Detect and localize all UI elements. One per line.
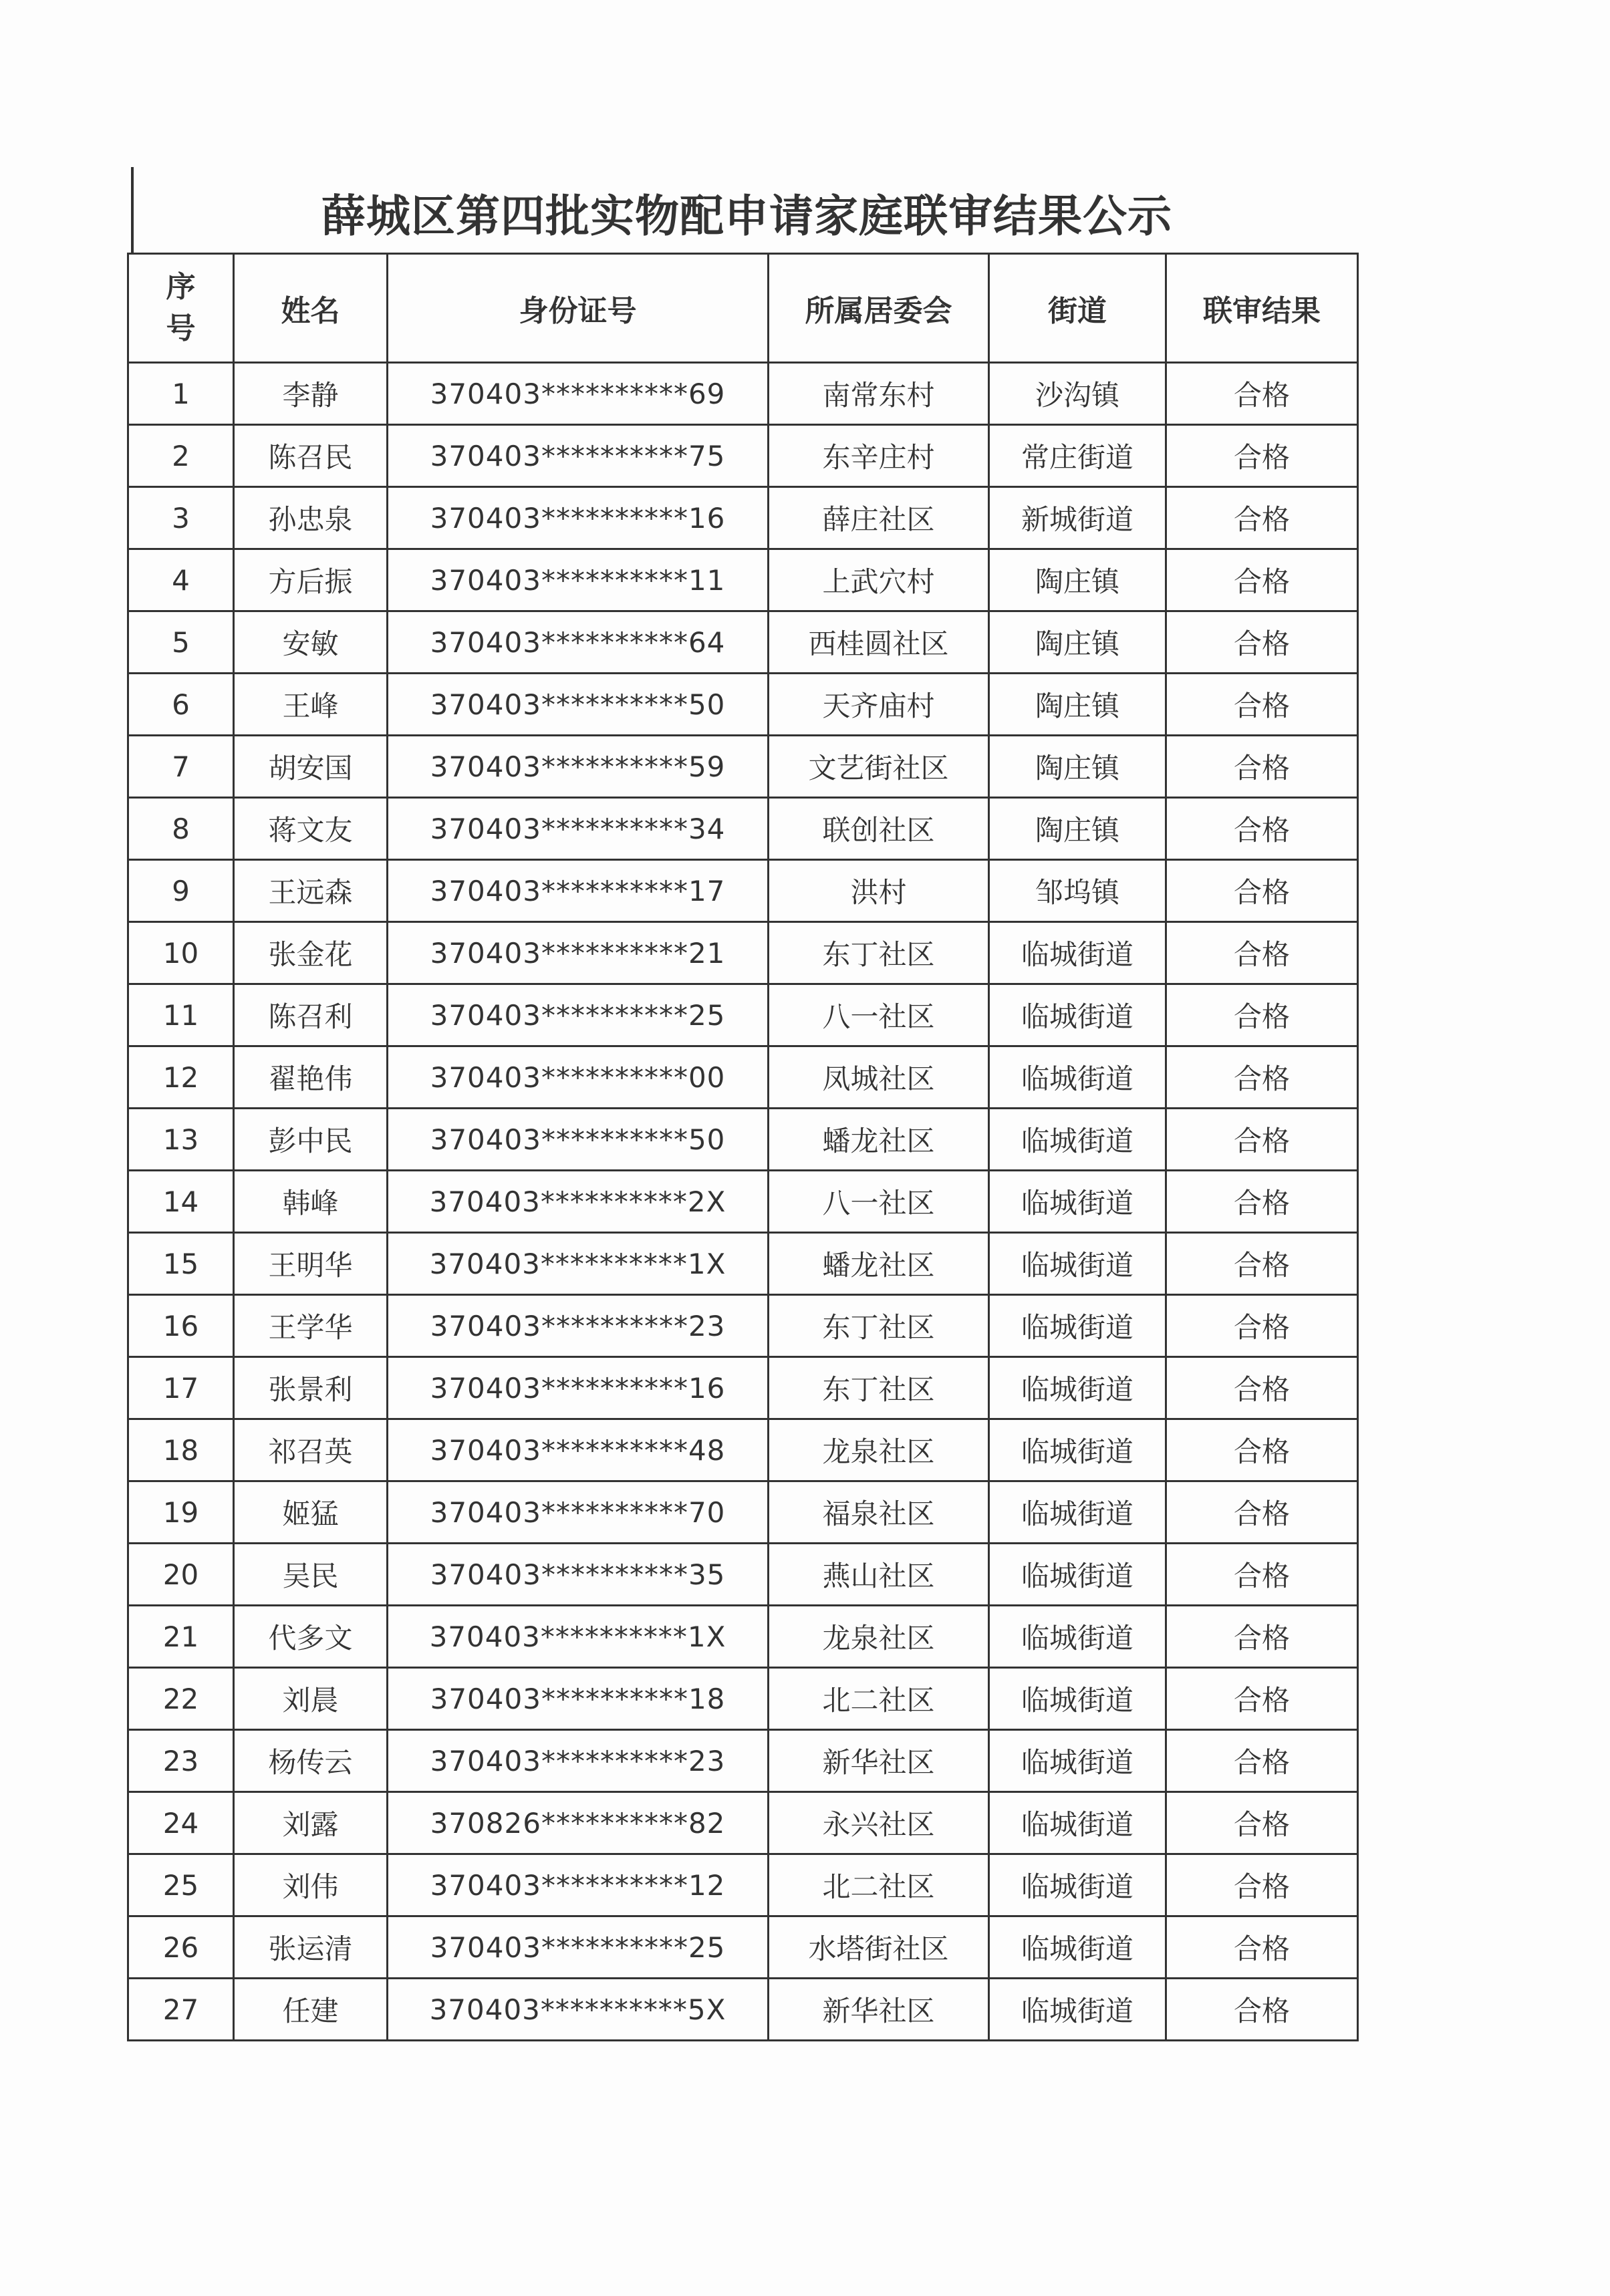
- cell-seq: 20: [128, 1544, 234, 1606]
- table-row: [128, 1854, 1358, 1916]
- cell-seq: 3: [128, 487, 234, 549]
- cell-id-number: 370403**********59: [388, 736, 769, 798]
- cell-seq: 4: [128, 549, 234, 611]
- cell-id-number: 370403**********16: [388, 487, 769, 549]
- cell-result: 合格: [1166, 1979, 1358, 2041]
- cell-seq: 11: [128, 984, 234, 1046]
- cell-id-number: 370403**********18: [388, 1668, 769, 1730]
- cell-street: 常庄街道: [989, 425, 1166, 487]
- cell-street: 陶庄镇: [989, 549, 1166, 611]
- cell-street: 陶庄镇: [989, 611, 1166, 674]
- cell-committee: 蟠龙社区: [769, 1109, 989, 1171]
- cell-name: 吴民: [234, 1544, 388, 1606]
- cell-result: 合格: [1166, 1481, 1358, 1544]
- header-street: 街道: [989, 254, 1166, 363]
- cell-committee: 福泉社区: [769, 1481, 989, 1544]
- cell-id-number: 370403**********21: [388, 922, 769, 984]
- cell-street: 临城街道: [989, 922, 1166, 984]
- cell-name: 姬猛: [234, 1481, 388, 1544]
- cell-name: 刘晨: [234, 1668, 388, 1730]
- cell-seq: 12: [128, 1046, 234, 1109]
- table-row: [128, 1233, 1358, 1295]
- cell-seq: 27: [128, 1979, 234, 2041]
- cell-name: 代多文: [234, 1606, 388, 1668]
- cell-street: 临城街道: [989, 1606, 1166, 1668]
- cell-seq: 6: [128, 674, 234, 736]
- table-row: [128, 984, 1358, 1046]
- cell-result: 合格: [1166, 1419, 1358, 1481]
- cell-committee: 凤城社区: [769, 1046, 989, 1109]
- cell-result: 合格: [1166, 674, 1358, 736]
- cell-seq: 9: [128, 860, 234, 922]
- cell-committee: 水塔街社区: [769, 1916, 989, 1979]
- cell-committee: 联创社区: [769, 798, 989, 860]
- cell-street: 临城街道: [989, 984, 1166, 1046]
- cell-id-number: 370403**********00: [388, 1046, 769, 1109]
- cell-result: 合格: [1166, 611, 1358, 674]
- cell-id-number: 370403**********50: [388, 1109, 769, 1171]
- cell-name: 杨传云: [234, 1730, 388, 1792]
- cell-result: 合格: [1166, 1295, 1358, 1357]
- table-row: [128, 860, 1358, 922]
- cell-id-number: 370403**********35: [388, 1544, 769, 1606]
- cell-name: 祁召英: [234, 1419, 388, 1481]
- cell-id-number: 370403**********1X: [388, 1233, 769, 1295]
- cell-street: 临城街道: [989, 1544, 1166, 1606]
- table-row: [128, 736, 1358, 798]
- cell-seq: 2: [128, 425, 234, 487]
- table-row: [128, 1295, 1358, 1357]
- table-body: [128, 363, 1358, 2041]
- header-seq: [128, 254, 234, 363]
- cell-id-number: 370826**********82: [388, 1792, 769, 1854]
- cell-name: 张运清: [234, 1916, 388, 1979]
- cell-seq: 16: [128, 1295, 234, 1357]
- cell-street: 陶庄镇: [989, 798, 1166, 860]
- cell-seq: 1: [128, 363, 234, 425]
- cell-id-number: 370403**********12: [388, 1854, 769, 1916]
- cell-result: 合格: [1166, 1233, 1358, 1295]
- cell-result: 合格: [1166, 1046, 1358, 1109]
- cell-id-number: 370403**********11: [388, 549, 769, 611]
- cell-result: 合格: [1166, 1668, 1358, 1730]
- cell-committee: 新华社区: [769, 1979, 989, 2041]
- cell-committee: 北二社区: [769, 1668, 989, 1730]
- cell-committee: 东丁社区: [769, 1295, 989, 1357]
- cell-street: 临城街道: [989, 1792, 1166, 1854]
- cell-committee: 蟠龙社区: [769, 1233, 989, 1295]
- cell-street: 临城街道: [989, 1419, 1166, 1481]
- cell-seq: 18: [128, 1419, 234, 1481]
- cell-name: 王学华: [234, 1295, 388, 1357]
- table-row: [128, 1109, 1358, 1171]
- cell-name: 王峰: [234, 674, 388, 736]
- document-title: 薛城区第四批实物配申请家庭联审结果公示: [321, 190, 1172, 242]
- cell-street: 陶庄镇: [989, 736, 1166, 798]
- cell-street: 临城街道: [989, 1481, 1166, 1544]
- cell-name: 翟艳伟: [234, 1046, 388, 1109]
- table-row: [128, 1357, 1358, 1419]
- table-row: [128, 1481, 1358, 1544]
- cell-committee: 新华社区: [769, 1730, 989, 1792]
- cell-name: 任建: [234, 1979, 388, 2041]
- cell-id-number: 370403**********25: [388, 984, 769, 1046]
- cell-committee: 上武穴村: [769, 549, 989, 611]
- cell-name: 陈召民: [234, 425, 388, 487]
- cell-id-number: 370403**********69: [388, 363, 769, 425]
- cell-name: 李静: [234, 363, 388, 425]
- results-table: [127, 253, 1359, 2041]
- table-row: [128, 611, 1358, 674]
- table-row: [128, 549, 1358, 611]
- table-row: [128, 674, 1358, 736]
- cell-id-number: 370403**********48: [388, 1419, 769, 1481]
- cell-street: 临城街道: [989, 1979, 1166, 2041]
- header-row: [128, 254, 1358, 363]
- cell-name: 彭中民: [234, 1109, 388, 1171]
- cell-result: 合格: [1166, 487, 1358, 549]
- cell-name: 陈召利: [234, 984, 388, 1046]
- table-row: [128, 425, 1358, 487]
- cell-name: 安敏: [234, 611, 388, 674]
- cell-committee: 八一社区: [769, 1171, 989, 1233]
- table-row: [128, 1792, 1358, 1854]
- cell-id-number: 370403**********25: [388, 1916, 769, 1979]
- cell-seq: 26: [128, 1916, 234, 1979]
- cell-seq: 8: [128, 798, 234, 860]
- table-row: [128, 1419, 1358, 1481]
- cell-committee: 东丁社区: [769, 1357, 989, 1419]
- table-row: [128, 363, 1358, 425]
- cell-committee: 南常东村: [769, 363, 989, 425]
- cell-name: 张景利: [234, 1357, 388, 1419]
- cell-name: 张金花: [234, 922, 388, 984]
- cell-id-number: 370403**********1X: [388, 1606, 769, 1668]
- header-result: 联审结果: [1166, 254, 1358, 363]
- cell-seq: 23: [128, 1730, 234, 1792]
- cell-seq: 13: [128, 1109, 234, 1171]
- cell-name: 王明华: [234, 1233, 388, 1295]
- cell-seq: 10: [128, 922, 234, 984]
- table-row: [128, 1916, 1358, 1979]
- cell-street: 临城街道: [989, 1357, 1166, 1419]
- cell-id-number: 370403**********75: [388, 425, 769, 487]
- cell-id-number: 370403**********5X: [388, 1979, 769, 2041]
- cell-street: 新城街道: [989, 487, 1166, 549]
- cell-street: 临城街道: [989, 1854, 1166, 1916]
- cell-result: 合格: [1166, 1792, 1358, 1854]
- cell-seq: 15: [128, 1233, 234, 1295]
- cell-result: 合格: [1166, 1916, 1358, 1979]
- cell-seq: 19: [128, 1481, 234, 1544]
- header-name: 姓名: [234, 254, 388, 363]
- cell-result: 合格: [1166, 1109, 1358, 1171]
- cell-street: 临城街道: [989, 1233, 1166, 1295]
- table-row: [128, 1544, 1358, 1606]
- cell-id-number: 370403**********64: [388, 611, 769, 674]
- cell-result: 合格: [1166, 425, 1358, 487]
- cell-street: 临城街道: [989, 1916, 1166, 1979]
- cell-seq: 7: [128, 736, 234, 798]
- table-row: [128, 1171, 1358, 1233]
- cell-id-number: 370403**********50: [388, 674, 769, 736]
- cell-result: 合格: [1166, 798, 1358, 860]
- cell-id-number: 370403**********17: [388, 860, 769, 922]
- cell-committee: 龙泉社区: [769, 1419, 989, 1481]
- cell-name: 刘露: [234, 1792, 388, 1854]
- cell-street: 陶庄镇: [989, 674, 1166, 736]
- cell-street: 临城街道: [989, 1046, 1166, 1109]
- cell-committee: 薛庄社区: [769, 487, 989, 549]
- table-row: [128, 487, 1358, 549]
- cell-result: 合格: [1166, 363, 1358, 425]
- cell-committee: 天齐庙村: [769, 674, 989, 736]
- cell-id-number: 370403**********23: [388, 1730, 769, 1792]
- cell-name: 刘伟: [234, 1854, 388, 1916]
- cell-result: 合格: [1166, 736, 1358, 798]
- cell-committee: 龙泉社区: [769, 1606, 989, 1668]
- table-row: [128, 1730, 1358, 1792]
- cell-seq: 5: [128, 611, 234, 674]
- cell-committee: 八一社区: [769, 984, 989, 1046]
- cell-street: 邹坞镇: [989, 860, 1166, 922]
- cell-result: 合格: [1166, 984, 1358, 1046]
- header-id-number: 身份证号: [388, 254, 769, 363]
- cell-committee: 文艺街社区: [769, 736, 989, 798]
- cell-result: 合格: [1166, 1606, 1358, 1668]
- cell-id-number: 370403**********2X: [388, 1171, 769, 1233]
- cell-name: 韩峰: [234, 1171, 388, 1233]
- cell-id-number: 370403**********23: [388, 1295, 769, 1357]
- cell-street: 临城街道: [989, 1730, 1166, 1792]
- cell-committee: 东丁社区: [769, 922, 989, 984]
- cell-result: 合格: [1166, 1544, 1358, 1606]
- cell-seq: 24: [128, 1792, 234, 1854]
- cell-result: 合格: [1166, 1854, 1358, 1916]
- header-seq-line1: 序: [166, 270, 196, 304]
- table-row: [128, 1668, 1358, 1730]
- cell-name: 方后振: [234, 549, 388, 611]
- cell-street: 临城街道: [989, 1171, 1166, 1233]
- cell-committee: 燕山社区: [769, 1544, 989, 1606]
- cell-id-number: 370403**********34: [388, 798, 769, 860]
- cell-name: 胡安国: [234, 736, 388, 798]
- cell-seq: 21: [128, 1606, 234, 1668]
- cell-name: 王远森: [234, 860, 388, 922]
- table-row: [128, 1046, 1358, 1109]
- header-committee: 所属居委会: [769, 254, 989, 363]
- cell-id-number: 370403**********16: [388, 1357, 769, 1419]
- cell-result: 合格: [1166, 860, 1358, 922]
- cell-seq: 25: [128, 1854, 234, 1916]
- cell-street: 沙沟镇: [989, 363, 1166, 425]
- cell-seq: 22: [128, 1668, 234, 1730]
- cell-street: 临城街道: [989, 1295, 1166, 1357]
- cell-seq: 14: [128, 1171, 234, 1233]
- cell-result: 合格: [1166, 1171, 1358, 1233]
- table-row: [128, 1606, 1358, 1668]
- cell-committee: 洪村: [769, 860, 989, 922]
- cell-name: 孙忠泉: [234, 487, 388, 549]
- table-row: [128, 1979, 1358, 2041]
- cell-committee: 北二社区: [769, 1854, 989, 1916]
- cell-committee: 东辛庄村: [769, 425, 989, 487]
- title-block: [131, 167, 1360, 253]
- cell-result: 合格: [1166, 922, 1358, 984]
- table-row: [128, 798, 1358, 860]
- cell-result: 合格: [1166, 1730, 1358, 1792]
- table-row: [128, 922, 1358, 984]
- cell-committee: 西桂圆社区: [769, 611, 989, 674]
- cell-id-number: 370403**********70: [388, 1481, 769, 1544]
- cell-name: 蒋文友: [234, 798, 388, 860]
- cell-street: 临城街道: [989, 1109, 1166, 1171]
- cell-street: 临城街道: [989, 1668, 1166, 1730]
- cell-result: 合格: [1166, 1357, 1358, 1419]
- cell-committee: 永兴社区: [769, 1792, 989, 1854]
- cell-seq: 17: [128, 1357, 234, 1419]
- cell-result: 合格: [1166, 549, 1358, 611]
- header-seq-line2: 号: [166, 311, 196, 345]
